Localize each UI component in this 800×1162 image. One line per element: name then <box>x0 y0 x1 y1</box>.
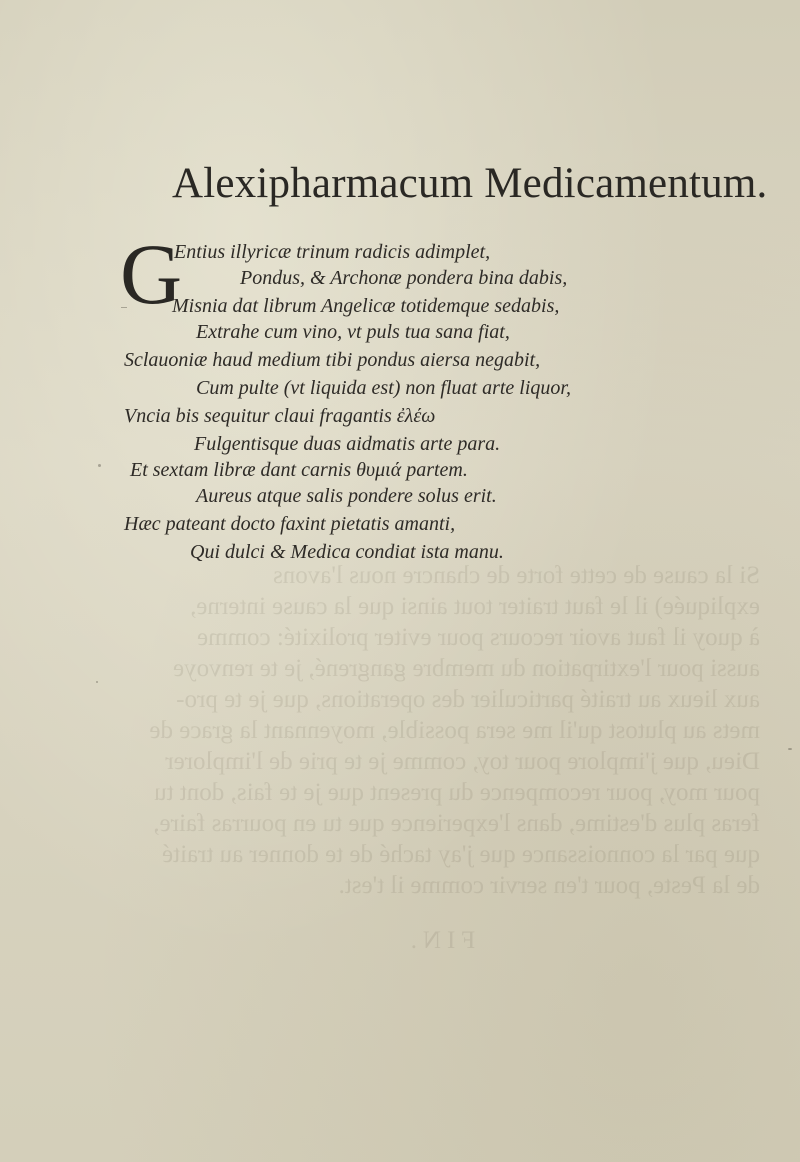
bleed-line: aux lieux au traité particulier des operations, que je te pro- <box>176 686 760 713</box>
verse-line: Fulgentisque duas aidmatis arte para. <box>194 433 501 455</box>
bleed-line: de la Peste, pour t'en servir comme il t'est. <box>338 872 760 899</box>
bleed-line: à quoy il faut avoir recours pour eviter prolixité: comme <box>196 624 760 651</box>
bleed-line: Dieu, que j'implore pour toy, comme je te prie de l'implorer <box>165 748 760 775</box>
verse-line: Cum pulte (vt liquida est) non fluat arte liquor, <box>196 377 571 399</box>
verse-line: Entius illyricæ trinum radicis adimplet, <box>174 241 491 263</box>
verse-line: Pondus, & Archonæ pondera bina dabis, <box>240 267 568 289</box>
verse-line: Vncia bis sequitur claui fragantis ἐλέω <box>124 405 436 427</box>
bleed-line: feras plus d'estime, dans l'experience que tu en pourras faire, <box>153 810 760 837</box>
ink-speck <box>98 464 101 467</box>
bleed-line: mets au plutost qu'il me sera possible, moyennant la grace de <box>149 717 760 744</box>
page-title: Alexipharmacum Medicamentum. <box>172 160 768 207</box>
ink-speck <box>121 307 127 308</box>
ink-speck <box>788 748 792 750</box>
verse-line: Et sextam libræ dant carnis θυμιά partem. <box>130 459 468 481</box>
verse-line: Hæc pateant docto faxint pietatis amanti, <box>124 513 456 535</box>
verse-line: Qui dulci & Medica condiat ista manu. <box>190 541 504 563</box>
bleed-line: expliquée) il le faut traiter tout ainsi que la cause interne, <box>190 593 760 620</box>
bleed-end-word: FIN. <box>404 927 476 954</box>
bleed-line: pour moy, pour recompence du present que je te fais, dont tu <box>154 779 760 806</box>
bleed-line: aussi pour l'extirpation du membre gangrené, je te renvoye <box>173 655 760 682</box>
ink-speck <box>96 681 98 683</box>
drop-cap: G <box>120 226 183 322</box>
verse-line: Extrahe cum vino, vt puls tua sana fiat, <box>196 321 510 343</box>
bleed-line: que par la connoissance que j'ay taché de te donner au traité <box>162 841 760 868</box>
verse-line: Aureus atque salis pondere solus erit. <box>196 485 497 507</box>
verse-line: Misnia dat librum Angelicæ totidemque sedabis, <box>172 295 560 317</box>
bleed-through-text <box>120 560 760 956</box>
bleed-line: Si la cause de cette forte de chancre nous l'avons <box>273 562 760 589</box>
verse-line: Sclauoniæ haud medium tibi pondus aiersa negabit, <box>124 349 541 371</box>
